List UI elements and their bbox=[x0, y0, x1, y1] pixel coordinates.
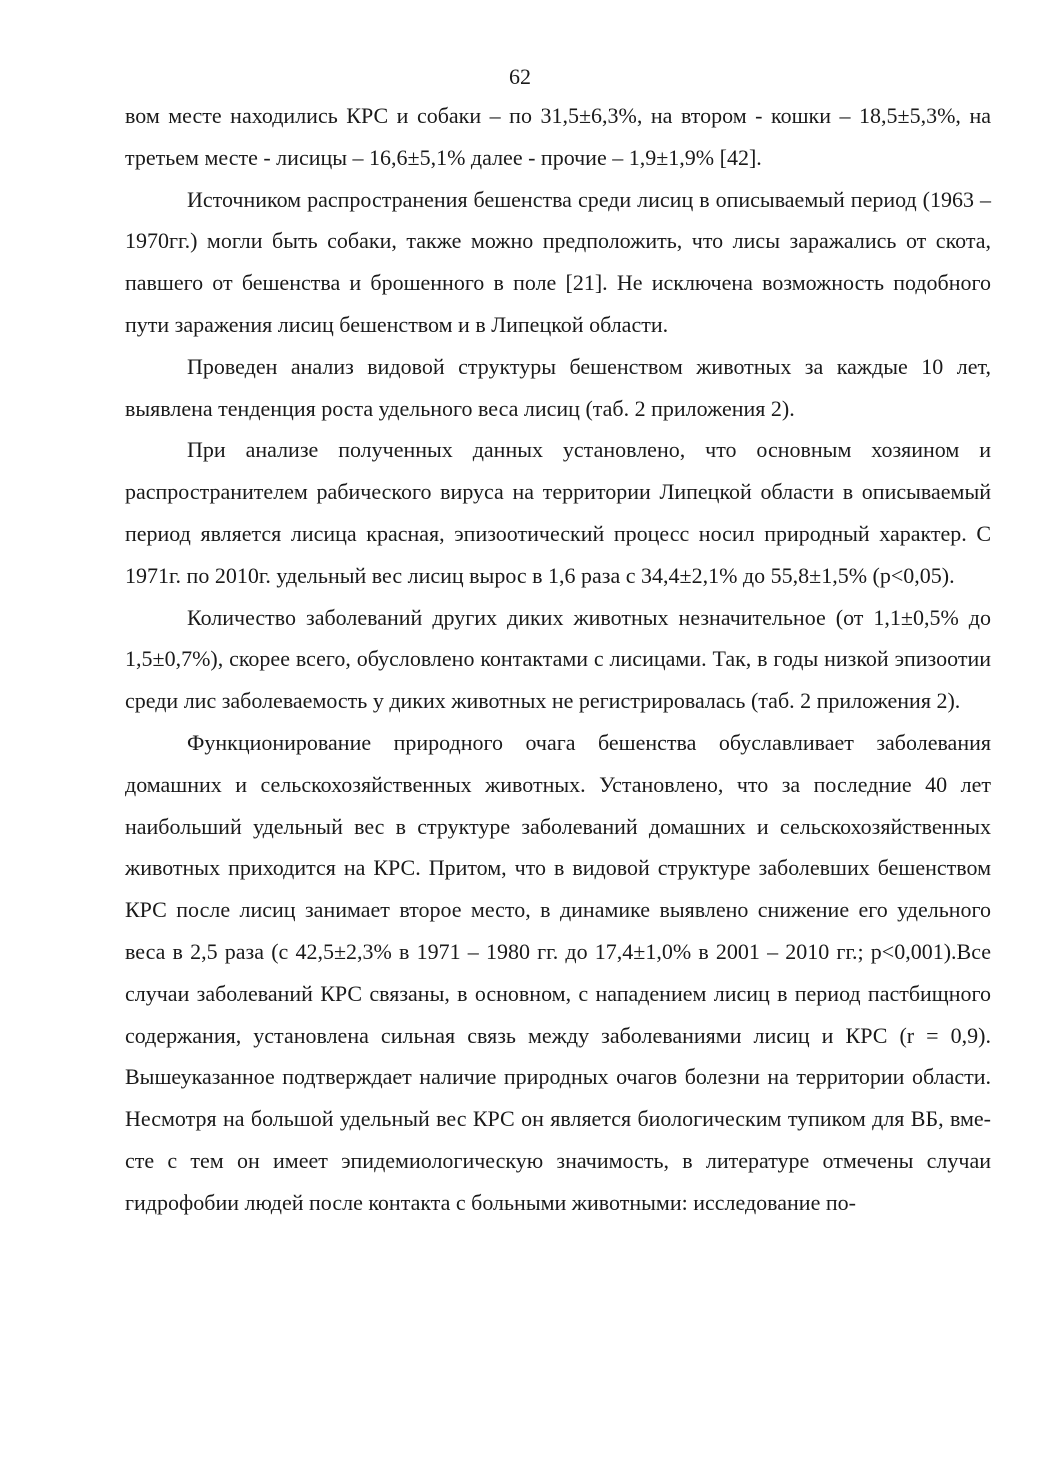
paragraph-rabies-source: Источником распространения бешенства среди лисиц в описываемый период (1963 – 1970гг.) могли быть собаки, также можно предположить, что лисы заражались от скота, павшего от бешенства и брошенного в поле [21]. Не исключена возможность подобного пути заражения лисиц бешенством и в Липецкой области. bbox=[125, 186, 991, 337]
paragraph-species-structure: Проведен анализ видовой структуры бешенством животных за каждые 10 лет, выявлена тенденция роста удельного веса лисиц (таб. 2 приложения 2). bbox=[125, 353, 991, 421]
page-number: 62 bbox=[509, 64, 531, 89]
document-body bbox=[125, 95, 991, 1224]
paragraph-wild-animals: Количество заболеваний других диких животных незначительное (от 1,1±0,5% до 1,5±0,7%), скорее всего, обусловлено контактами с лисицами. Так, в годы низкой эпизоотии среди лис заболеваемость у диких животных не регистрировалась (таб. 2 приложения 2). bbox=[125, 604, 991, 714]
paragraph-continuation: вом месте находились КРС и собаки – по 31,5±6,3%, на втором - кошки – 18,5±5,3%, на третьем месте - лисицы – 16,6±5,1% далее - прочие – 1,9±1,9% [42]. bbox=[125, 103, 991, 170]
paragraph-natural-focus: Функционирование природного очага бешенства обуславливает заболевания домашних и сельскохозяйственных животных. Установлено, что за последние 40 лет наибольший удельный вес в структуре заболеваний домашних и сельскохозяйственных животных приходится на КРС. Притом, что в видовой структуре заболевших бешенством КРС после лисиц занимает второе место, в динамике выявлено снижение его удельного веса в 2,5 раза (с 42,5±2,3% в 1971 – 1980 гг. до 17,4±1,0% в 2001 – 2010 гг.; p<0,001).Все случаи заболеваний КРС связаны, в основном, с нападением лисиц в период пастбищного содержания, установлена сильная связь между заболеваниями лисиц и КРС (r = 0,9). Вышеуказанное подтверждает наличие природных очагов болезни на территории области. Несмотря на большой удельный вес КРС он является биологическим тупиком для ВБ, вместе с тем он имеет эпидемиологическую значимость, в литературе отмечены случаи гидрофобии людей после контакта с больными животными: исследование по- bbox=[125, 729, 991, 1215]
paragraph-main-host: При анализе полученных данных установлено, что основным хозяином и распространителем рабического вируса на территории Липецкой области в описываемый период является лисица красная, эпизоотический процесс носил природный характер. С 1971г. по 2010г. удельный вес лисиц вырос в 1,6 раза с 34,4±2,1% до 55,8±1,5% (p<0,05). bbox=[125, 437, 991, 588]
